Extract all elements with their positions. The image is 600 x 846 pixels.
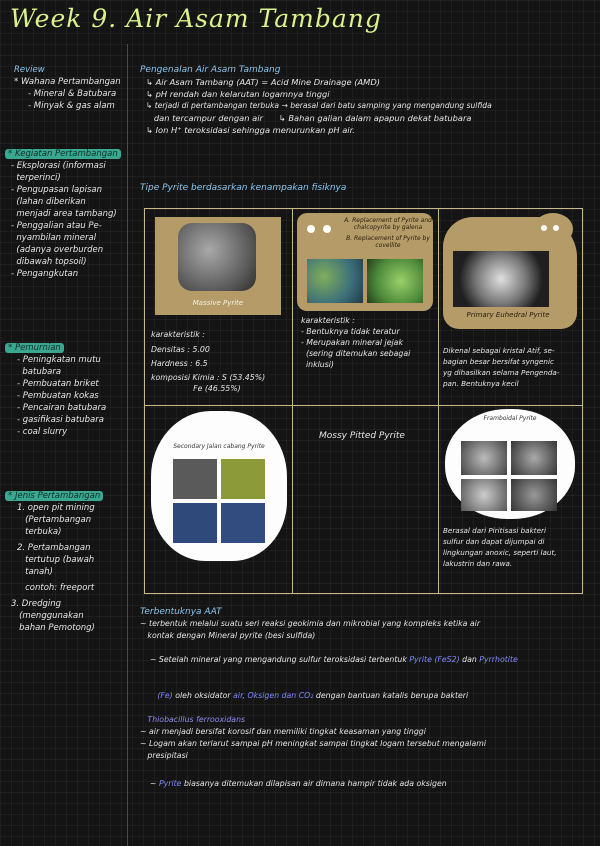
review-item: - Mineral & Batubara [28, 89, 117, 99]
kegiatan-item: terperinci) [11, 173, 61, 183]
text-line: Fe (46.55%) [151, 384, 241, 393]
formation-line: ~ Logam akan terlarut sampai pH meningkat sampai tingkat logam tersebut mengalami [140, 739, 487, 748]
text-line: - Merupakan mineral jejak [301, 338, 403, 347]
review-item: - Minyak & gas alam [28, 101, 115, 111]
pemurnian-item: - Pencairan batubara [17, 403, 107, 413]
intro-heading: Pengenalan Air Asam Tambang [140, 65, 281, 75]
bacteria-term: Thiobacillus ferrooxidans [140, 715, 246, 724]
intro-section [140, 64, 590, 136]
intro-line: ↳ pH rendah dan kelarutan logamnya tinggi [146, 89, 330, 99]
formation-text: (Fe) [149, 691, 173, 700]
intro-line: ↳ terjadi di pertambangan terbuka → berasal dari batu samping yang mengandung sulfida [146, 101, 492, 110]
text-line: pan. Bentuknya kecil [443, 379, 519, 388]
primary-pyrite-text [443, 345, 581, 389]
jenis-item: bahan Pemotong) [11, 623, 95, 633]
framboidal-image [461, 479, 507, 511]
pyrite-term: Pyrite (FeS2) [409, 655, 460, 664]
intro-line: ↳ Ion H⁺ teroksidasi sehingga menurunkan pH air. [146, 125, 355, 135]
jenis-item: (Pertambangan [17, 515, 92, 525]
primary-pyrite-image [453, 251, 549, 307]
pemurnian-item: - Pembuatan kokas [17, 391, 99, 401]
kegiatan-item: (lahan diberikan [11, 197, 86, 207]
massive-pyrite-caption: Massive Pyrite [192, 299, 244, 307]
jenis-item: tanah) [17, 567, 53, 577]
kegiatan-item: - Pengangkutan [11, 269, 79, 279]
kegiatan-item: - Pengupasan lapisan [11, 185, 102, 195]
sidebar-kegiatan [5, 148, 127, 280]
sidebar-pemurnian [5, 342, 127, 438]
formation-text: dan [459, 655, 480, 664]
secondary-image [173, 503, 217, 543]
grid-divider [145, 405, 582, 406]
formation-line [140, 678, 590, 714]
kegiatan-heading: * Kegiatan Pertambangan [5, 149, 121, 159]
text-line: sulfur dan dapat dijumpai di [443, 537, 545, 546]
text-line: karakteristik : [301, 316, 355, 325]
kegiatan-item: - Eksplorasi (informasi [11, 161, 106, 171]
text-line: karakteristik : [151, 330, 205, 339]
eye-icon [307, 225, 315, 233]
sidebar-divider [127, 44, 128, 846]
text-line: lakustrin dan rawa. [443, 559, 513, 568]
secondary-pyrite-blob [151, 411, 287, 561]
sidebar-jenis [5, 490, 127, 634]
types-heading: Tipe Pyrite berdasarkan kenampakan fisiknya [140, 183, 347, 193]
replacement-caption-b: B. Replacement of Pyrite by covellite [346, 235, 430, 249]
text-line: Densitas : 5.00 [151, 345, 210, 354]
text-line: Hardness : 6.5 [151, 359, 208, 368]
text-line: Dikenal sebagai kristal Atif, se- [443, 346, 555, 355]
review-heading: Review [14, 65, 45, 75]
pemurnian-heading: * Pemurnian [5, 343, 64, 353]
jenis-item: terbuka) [17, 527, 62, 537]
jenis-item: (menggunakan [11, 611, 84, 621]
pemurnian-item: - coal slurry [17, 427, 68, 437]
eye-icon [553, 225, 559, 231]
formation-heading: Terbentuknya AAT [140, 607, 222, 617]
mossy-pyrite-caption: Mossy Pitted Pyrite [319, 431, 405, 441]
eye-icon [323, 225, 331, 233]
grid-divider [292, 209, 293, 593]
eye-icon [541, 225, 547, 231]
jenis-item: contoh: freeport [17, 583, 95, 593]
pemurnian-item: batubara [17, 367, 62, 377]
text-line: - Bentuknya tidak teratur [301, 327, 400, 336]
formation-line [140, 766, 590, 802]
jenis-item: 2. Pertambangan [17, 543, 91, 553]
framboidal-pyrite-caption: Framboidal Pyrite [483, 415, 537, 422]
massive-pyrite-image [178, 223, 256, 291]
text-line: komposisi Kimia : S (53.45%) [151, 373, 266, 382]
intro-line: dan tercampur dengan air ↳ Bahan galian dalam apapun dekat batubara [146, 113, 472, 123]
pyrite-types-grid [144, 208, 583, 594]
grid-divider [438, 209, 439, 593]
pemurnian-item: - Pembuatan briket [17, 379, 99, 389]
text-line: yg dihasilkan selama Pengenda- [443, 368, 560, 377]
text-line: Berasal dari Piritisasi bakteri [443, 526, 546, 535]
formation-line: ~ terbentuk melalui suatu seri reaksi geokimia dan mikrobial yang kompleks ketika air [140, 619, 481, 628]
secondary-image [173, 459, 217, 499]
primary-pyrite-caption: Primary Euhedral Pyrite [466, 311, 550, 319]
massive-pyrite-text [151, 329, 291, 394]
jenis-item: tertutup (bawah [17, 555, 95, 565]
jenis-item: 3. Dredging [11, 599, 62, 609]
replacement-image-b [367, 259, 423, 303]
formation-line: presipitasi [140, 751, 188, 760]
replacement-image-a [307, 259, 363, 303]
formation-text: dengan bantuan katalis berupa bakteri [313, 691, 469, 700]
formation-text: biasanya ditemukan dilapisan air dimana hampir tidak ada oksigen [181, 779, 447, 788]
oxidizer-term: air, Oksigen dan CO₂ [233, 691, 314, 700]
pemurnian-item: - gasifikasi batubara [17, 415, 104, 425]
pyrite-term: Pyrite [158, 779, 182, 788]
secondary-image [221, 503, 265, 543]
framboidal-pyrite-text [443, 525, 581, 569]
jenis-heading: * Jenis Pertambangan [5, 491, 103, 501]
text-line: (sering ditemukan sebagai [301, 349, 411, 358]
framboidal-pyrite-blob [445, 409, 575, 519]
kegiatan-item: (adanya overburden [11, 245, 104, 255]
replacement-caption-a: A. Replacement of Pyrite and chalcopyrite by galena [344, 217, 432, 231]
formation-line: ~ air menjadi bersifat korosif dan memiliki tingkat keasaman yang tinggi [140, 727, 426, 736]
replacement-card [297, 213, 433, 311]
formation-text: ~ [149, 779, 159, 788]
primary-pyrite-card [443, 217, 577, 329]
text-line: bagian besar bersifat syngenic [443, 357, 554, 366]
sidebar-review [14, 64, 126, 112]
framboidal-image [461, 441, 507, 475]
formation-text: ~ Setelah mineral yang mengandung sulfur teroksidasi terbentuk [149, 655, 410, 664]
text-line: inklusi) [301, 360, 334, 369]
review-item: * Wahana Pertambangan [14, 77, 121, 87]
massive-pyrite-card [155, 217, 281, 315]
page-title: Week 9. Air Asam Tambang [10, 4, 382, 33]
pemurnian-item: - Peningkatan mutu [17, 355, 101, 365]
text-line: lingkungan anoxic, seperti laut, [443, 548, 557, 557]
framboidal-image [511, 479, 557, 511]
jenis-item: 1. open pit mining [17, 503, 95, 513]
pyrrhotite-term: Pyrrhotite [479, 655, 518, 664]
formation-line: kontak dengan Mineral pyrite (besi sulfida) [140, 631, 316, 640]
kegiatan-item: menjadi area tambang) [11, 209, 117, 219]
framboidal-image [511, 441, 557, 475]
kegiatan-item: nyambilan mineral [11, 233, 97, 243]
secondary-image [221, 459, 265, 499]
formation-text: oleh oksidator [172, 691, 234, 700]
intro-line: ↳ Air Asam Tambang (AAT) = Acid Mine Drainage (AMD) [146, 77, 380, 87]
formation-line [140, 642, 590, 678]
formation-section [140, 606, 590, 802]
replacement-text [301, 315, 437, 370]
kegiatan-item: dibawah topsoil) [11, 257, 87, 267]
kegiatan-item: - Penggalian atau Pe- [11, 221, 102, 231]
secondary-pyrite-caption: Secondary Jalan cabang Pyrite [173, 443, 265, 450]
